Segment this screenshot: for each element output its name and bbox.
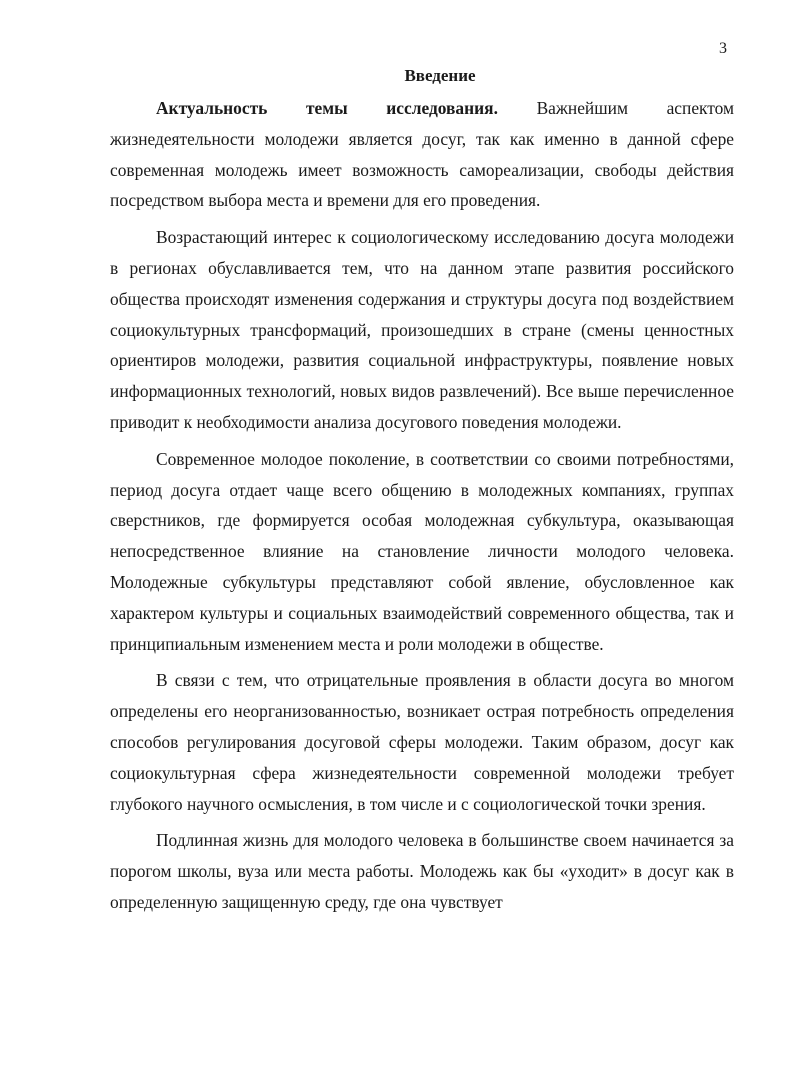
relevance-text: Важнейшим аспектом жизнедеятельности молодежи является досуг, так как именно в данной сфере современная молодежь имеет возможность самореализации, свободы действия посредством выбора места и времени для его проведения. — [110, 98, 735, 211]
paragraph-relevance — [110, 93, 734, 216]
page-title: Введение — [404, 66, 476, 85]
paragraph: Подлинная жизнь для молодого человека в большинстве своем начинается за порогом школы, вуза или места работы. Молодежь как бы «уходит» в досуг как в определенную защищенную среду, где она чувствует — [110, 830, 734, 912]
paragraph: В связи с тем, что отрицательные проявления в области досуга во многом определены его неорганизованностью, возникает острая потребность определения способов регулирования досуговой сферы молодежи. Таким образом, досуг как социокультурная сфера жизнедеятельности современной молодежи требует глубокого научного осмысления, в том числе и с социологической точки зрения. — [110, 670, 734, 814]
paragraph: Современное молодое поколение, в соответствии со своими потребностями, период досуга отдает чаще всего общению в молодежных компаниях, группах сверстников, где формируется особая молодежная субкультура, оказывающая непосредственное влияние на становление личности молодого человека. Молодежные субкультуры представляют собой явление, обусловленное как характером культуры и социальных взаимодействий современного общества, так и принципиальным изменением места и роли молодежи в обществе. — [110, 448, 734, 654]
relevance-heading: Актуальность темы исследования. — [156, 98, 498, 118]
document-body — [110, 93, 734, 918]
paragraph: Возрастающий интерес к социологическому исследованию досуга молодежи в регионах обуславливается тем, что на данном этапе развития российского общества происходят изменения содержания и структуры досуга под воздействием социокультурных трансформаций, произошедших в стране (смены ценностных ориентиров молодежи, развития социальной инфраструктуры, появление новых информационных технологий, новых видов развлечений). Все выше перечисленное приводит к необходимости анализа досугового поведения молодежи. — [110, 227, 734, 432]
page-number: 3 — [719, 40, 727, 57]
